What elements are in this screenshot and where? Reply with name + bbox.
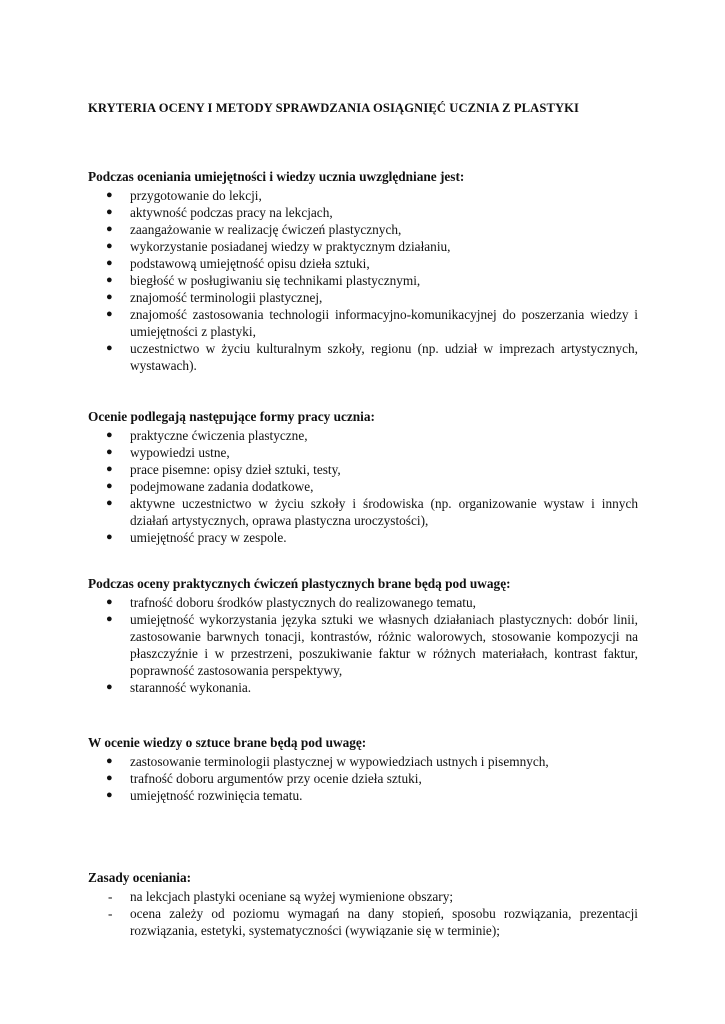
section-heading: Podczas oceny praktycznych ćwiczeń plastycznych brane będą pod uwagę: bbox=[88, 576, 511, 591]
bullet-icon: ● bbox=[106, 789, 113, 801]
bullet-list bbox=[88, 594, 638, 696]
list-item: ● aktywność podczas pracy na lekcjach, bbox=[106, 205, 333, 220]
list-item: ● uczestnictwo w życiu kulturalnym szkoły, regionu (np. udział w imprezach artystycznych, wystawach). bbox=[106, 341, 638, 373]
list-item: ● praktyczne ćwiczenia plastyczne, bbox=[106, 428, 308, 443]
bullet-icon: ● bbox=[106, 308, 113, 320]
list-item: ● podejmowane zadania dodatkowe, bbox=[106, 479, 314, 494]
bullet-icon: ● bbox=[106, 206, 113, 218]
list-item: ● biegłość w posługiwaniu się technikami plastycznymi, bbox=[106, 273, 421, 288]
section-assessment-criteria bbox=[88, 168, 638, 374]
bullet-icon: ● bbox=[106, 497, 113, 509]
bullet-list bbox=[88, 427, 638, 546]
list-item: ● staranność wykonania. bbox=[106, 680, 252, 695]
dash-list bbox=[88, 888, 638, 939]
bullet-icon: ● bbox=[106, 681, 113, 693]
section-art-knowledge bbox=[88, 734, 638, 804]
list-item: ● zastosowanie terminologii plastycznej w wypowiedziach ustnych i pisemnych, bbox=[106, 754, 549, 769]
section-heading: Zasady oceniania: bbox=[88, 870, 192, 885]
document-title: KRYTERIA OCENY I METODY SPRAWDZANIA OSIĄGNIĘĆ UCZNIA Z PLASTYKI bbox=[88, 101, 580, 115]
list-item: - ocena zależy od poziomu wymagań na dany stopień, sposobu rozwiązania, prezentacji rozwiązania, estetyki, systematyczności (wywiązanie się w terminie); bbox=[108, 906, 638, 938]
bullet-icon: ● bbox=[106, 613, 113, 625]
bullet-list bbox=[88, 753, 638, 804]
list-item: ● umiejętność rozwinięcia tematu. bbox=[106, 788, 303, 803]
bullet-icon: ● bbox=[106, 480, 113, 492]
bullet-icon: ● bbox=[106, 342, 113, 354]
bullet-icon: ● bbox=[106, 223, 113, 235]
bullet-icon: ● bbox=[106, 755, 113, 767]
list-item: ● trafność doboru argumentów przy ocenie dzieła sztuki, bbox=[106, 771, 422, 786]
list-item: ● wykorzystanie posiadanej wiedzy w praktycznym działaniu, bbox=[106, 239, 451, 254]
list-item: ● umiejętność pracy w zespole. bbox=[106, 530, 287, 545]
bullet-icon: ● bbox=[106, 291, 113, 303]
dash-marker: - bbox=[108, 889, 113, 904]
list-item: ● przygotowanie do lekcji, bbox=[106, 188, 262, 203]
section-heading: Ocenie podlegają następujące formy pracy ucznia: bbox=[88, 409, 375, 424]
section-grading-rules bbox=[88, 869, 638, 939]
bullet-icon: ● bbox=[106, 240, 113, 252]
section-practical-exercises bbox=[88, 575, 638, 696]
list-item: ● podstawową umiejętność opisu dzieła sztuki, bbox=[106, 256, 370, 271]
bullet-icon: ● bbox=[106, 596, 113, 608]
list-item: - na lekcjach plastyki oceniane są wyżej wymienione obszary; bbox=[108, 889, 454, 904]
section-work-forms bbox=[88, 408, 638, 546]
bullet-icon: ● bbox=[106, 772, 113, 784]
list-item: ● wypowiedzi ustne, bbox=[106, 445, 230, 460]
list-item: ● zaangażowanie w realizację ćwiczeń plastycznych, bbox=[106, 222, 402, 237]
bullet-icon: ● bbox=[106, 274, 113, 286]
list-item: ● umiejętność wykorzystania języka sztuki we własnych działaniach plastycznych: dobór linii, zastosowanie barwnych tonacji, kontrastów, różnic walorowych, stosowanie kompozycji na płaszczyźnie i w przestrzeni, poszukiwanie faktur w różnych materiałach, kontrast faktur, poprawność zastosowania perspektywy, bbox=[106, 612, 638, 678]
list-item: ● znajomość zastosowania technologii informacyjno-komunikacyjnej do poszerzania wiedzy i umiejętności z plastyki, bbox=[106, 307, 638, 339]
list-item: ● prace pisemne: opisy dzieł sztuki, testy, bbox=[106, 462, 341, 477]
section-heading: Podczas oceniania umiejętności i wiedzy ucznia uwzględniane jest: bbox=[88, 169, 465, 184]
bullet-icon: ● bbox=[106, 531, 113, 543]
dash-marker: - bbox=[108, 906, 113, 921]
list-item: ● trafność doboru środków plastycznych do realizowanego tematu, bbox=[106, 595, 476, 610]
section-heading: W ocenie wiedzy o sztuce brane będą pod uwagę: bbox=[88, 735, 367, 750]
bullet-icon: ● bbox=[106, 463, 113, 475]
bullet-icon: ● bbox=[106, 257, 113, 269]
list-item: ● znajomość terminologii plastycznej, bbox=[106, 290, 323, 305]
bullet-icon: ● bbox=[106, 189, 113, 201]
bullet-list bbox=[88, 187, 638, 374]
list-item: ● aktywne uczestnictwo w życiu szkoły i środowiska (np. organizowanie wystaw i innych działań artystycznych, oprawa plastyczna uroczystości), bbox=[106, 496, 638, 528]
bullet-icon: ● bbox=[106, 429, 113, 441]
bullet-icon: ● bbox=[106, 446, 113, 458]
